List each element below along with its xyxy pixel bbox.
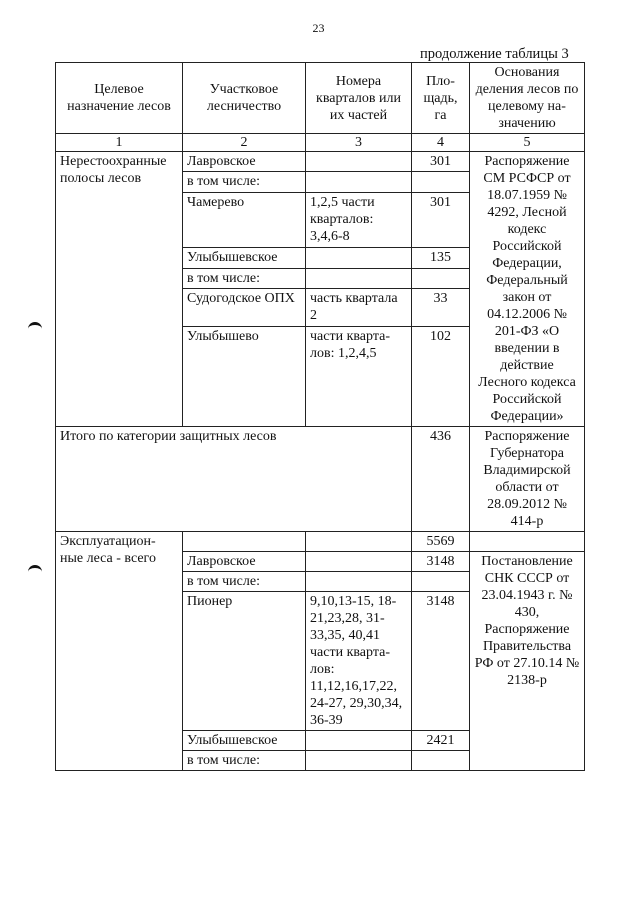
- area-cell: 102: [412, 327, 470, 427]
- quarters-cell: [306, 532, 412, 552]
- basis-empty: [470, 532, 585, 552]
- binding-hole-mark: [28, 565, 42, 574]
- quarters-cell: части кварта-лов: 1,2,4,5: [306, 327, 412, 427]
- basis-total-protective: Распоряжение Губернатора Владимирской области от 28.09.2012 № 414-р: [470, 427, 585, 532]
- quarters-cell: 1,2,5 части кварталов: 3,4,6-8: [306, 192, 412, 247]
- area-cell: 135: [412, 248, 470, 268]
- quarters-cell: [306, 751, 412, 771]
- quarters-cell: [306, 248, 412, 268]
- exploitation-total-area: 5569: [412, 532, 470, 552]
- quarters-cell: [306, 152, 412, 172]
- column-number: 4: [412, 134, 470, 152]
- quarters-cell: [306, 268, 412, 288]
- area-cell: 3148: [412, 592, 470, 731]
- page-number: 23: [312, 21, 325, 35]
- basis-spawning: Распоряжение СМ РСФСР от 18.07.1959 № 4292, Лесной кодекс Российской Федерации, Федеральный закон от 04.12.2006 № 201-ФЗ «О введении в действие Лесного кодекса Российской Федерации»: [470, 152, 585, 427]
- header-basis: Основания деления лесов по целевому на-значению: [470, 63, 585, 134]
- forestry-cell: Лавровское: [183, 152, 306, 172]
- table-row: [56, 152, 585, 172]
- table-row: [56, 427, 585, 532]
- forestry-cell: Судогодское ОПХ: [183, 289, 306, 327]
- quarters-cell: 9,10,13-15, 18-21,23,28, 31-33,35, 40,41 части кварта-лов: 11,12,16,17,22, 24-27, 29,30,34, 36-39: [306, 592, 412, 731]
- quarters-cell: [306, 572, 412, 592]
- table-continuation-caption: продолжение таблицы 3: [420, 46, 569, 62]
- total-protective-label: Итого по категории защитных лесов: [56, 427, 412, 532]
- forestry-cell: в том числе:: [183, 572, 306, 592]
- area-cell: [412, 268, 470, 288]
- area-cell: 2421: [412, 731, 470, 751]
- header-quarters: Номера кварталов или их частей: [306, 63, 412, 134]
- total-protective-area: 436: [412, 427, 470, 532]
- forestry-cell: Улыбышевское: [183, 248, 306, 268]
- forestry-cell: [183, 532, 306, 552]
- forestry-cell: Улыбышевское: [183, 731, 306, 751]
- header-purpose: Целевое назначение лесов: [56, 63, 183, 134]
- area-cell: 33: [412, 289, 470, 327]
- forestry-cell: Улыбышево: [183, 327, 306, 427]
- quarters-cell: [306, 731, 412, 751]
- quarters-cell: часть квартала 2: [306, 289, 412, 327]
- purpose-spawning: Нерестоохранные полосы лесов: [56, 152, 183, 427]
- column-number: 5: [470, 134, 585, 152]
- forestry-cell: Лавровское: [183, 552, 306, 572]
- area-cell: 301: [412, 152, 470, 172]
- forestry-cell: Чамерево: [183, 192, 306, 247]
- column-number-row: [56, 134, 585, 152]
- basis-exploitation: Постановление СНК СССР от 23.04.1943 г. № 430, Распоряжение Правительства РФ от 27.10.14 № 2138-р: [470, 552, 585, 771]
- purpose-exploitation: Эксплуатацион-ные леса - всего: [56, 532, 183, 771]
- table-row: [56, 532, 585, 552]
- area-cell: [412, 172, 470, 192]
- header-forestry: Участковое лесничество: [183, 63, 306, 134]
- area-cell: [412, 572, 470, 592]
- quarters-cell: [306, 172, 412, 192]
- forestry-cell: в том числе:: [183, 172, 306, 192]
- column-number: 1: [56, 134, 183, 152]
- forestry-cell: Пионер: [183, 592, 306, 731]
- forestry-cell: в том числе:: [183, 751, 306, 771]
- column-number: 3: [306, 134, 412, 152]
- binding-hole-mark: [28, 322, 42, 331]
- area-cell: 3148: [412, 552, 470, 572]
- forest-purpose-table: [55, 62, 585, 771]
- header-area: Пло-щадь, га: [412, 63, 470, 134]
- quarters-cell: [306, 552, 412, 572]
- header-row: [56, 63, 585, 134]
- forestry-cell: в том числе:: [183, 268, 306, 288]
- area-cell: 301: [412, 192, 470, 247]
- area-cell: [412, 751, 470, 771]
- column-number: 2: [183, 134, 306, 152]
